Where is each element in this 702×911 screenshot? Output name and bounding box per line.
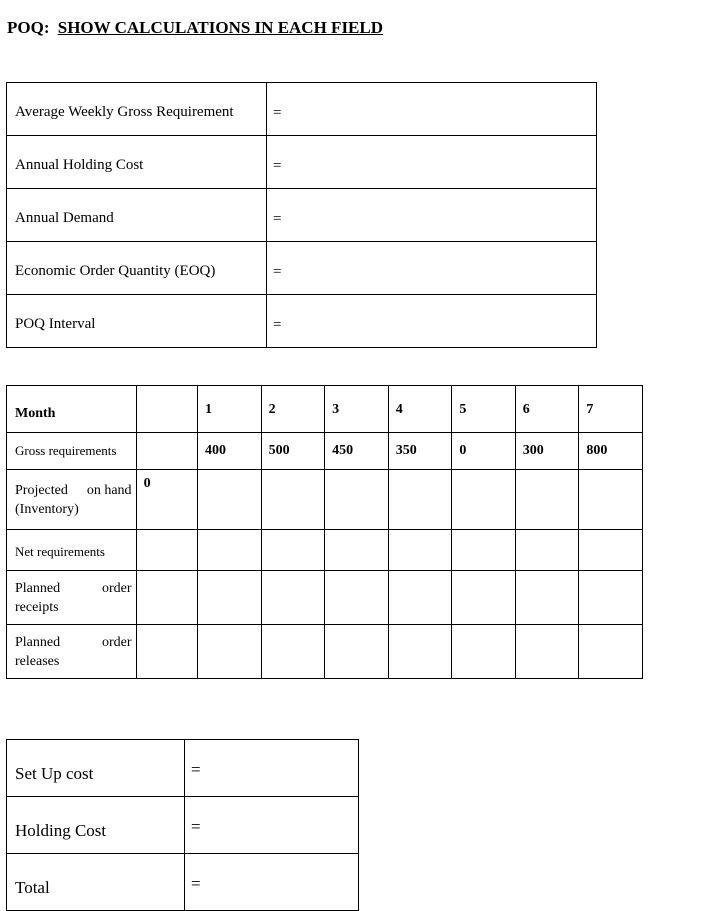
input-cell[interactable] <box>325 625 389 679</box>
label-word: order <box>102 580 132 596</box>
label-word: Projected <box>15 482 68 498</box>
input-cell[interactable] <box>515 571 579 625</box>
input-cell[interactable] <box>198 625 262 679</box>
calc-value-field[interactable]: = <box>267 295 597 348</box>
gross-requirement-value: 0 <box>452 433 515 470</box>
blank-cell <box>136 433 197 470</box>
label-line: releases <box>15 653 60 669</box>
net-requirements-label: Net requirements <box>7 530 137 571</box>
input-cell[interactable] <box>515 625 579 679</box>
calc-label: Average Weekly Gross Requirement <box>7 83 267 136</box>
input-cell[interactable] <box>515 530 579 571</box>
calc-label: Annual Demand <box>7 189 267 242</box>
gross-requirement-value: 800 <box>579 433 643 470</box>
input-cell[interactable] <box>325 470 389 530</box>
label-word: order <box>102 634 132 650</box>
input-cell[interactable] <box>198 530 262 571</box>
input-cell[interactable] <box>388 530 452 571</box>
calc-row-poq-interval <box>7 295 597 348</box>
input-cell[interactable] <box>325 571 389 625</box>
calc-row-annual-demand <box>7 189 597 242</box>
input-cell[interactable] <box>198 571 262 625</box>
input-cell[interactable] <box>388 470 452 530</box>
planned-order-releases-row <box>7 625 643 679</box>
month-label: 5 <box>452 386 515 433</box>
month-label: 3 <box>325 386 389 433</box>
calculation-table <box>6 82 597 348</box>
cost-value-field[interactable]: = <box>185 854 359 911</box>
calc-value-field[interactable]: = <box>267 83 597 136</box>
mrp-header-row <box>7 386 643 433</box>
gross-requirement-value: 450 <box>325 433 389 470</box>
calc-row-eoq <box>7 242 597 295</box>
calc-row-avg-weekly <box>7 83 597 136</box>
input-cell[interactable] <box>261 530 325 571</box>
month-label: 7 <box>579 386 643 433</box>
label-line: (Inventory) <box>15 501 79 517</box>
gross-requirements-label: Gross requirements <box>7 433 137 470</box>
planned-releases-label <box>7 625 137 679</box>
input-cell[interactable] <box>515 470 579 530</box>
calc-label: Economic Order Quantity (EOQ) <box>7 242 267 295</box>
gross-requirement-value: 500 <box>261 433 325 470</box>
initial-inventory-value: 0 <box>136 470 197 530</box>
calc-label: POQ Interval <box>7 295 267 348</box>
planned-receipts-label <box>7 571 137 625</box>
input-cell[interactable] <box>452 571 515 625</box>
projected-on-hand-label <box>7 470 137 530</box>
calc-value-field[interactable]: = <box>267 242 597 295</box>
input-cell[interactable] <box>261 470 325 530</box>
label-word: on hand <box>86 482 132 498</box>
input-cell[interactable] <box>579 530 643 571</box>
input-cell[interactable] <box>198 470 262 530</box>
input-cell[interactable] <box>261 571 325 625</box>
label-word: Planned <box>15 634 61 650</box>
cost-label: Holding Cost <box>7 797 185 854</box>
cost-label: Total <box>7 854 185 911</box>
input-cell[interactable] <box>136 571 197 625</box>
cost-row-setup <box>7 740 359 797</box>
blank-header-cell <box>136 386 197 433</box>
input-cell[interactable] <box>325 530 389 571</box>
planned-order-receipts-row <box>7 571 643 625</box>
input-cell[interactable] <box>579 470 643 530</box>
input-cell[interactable] <box>136 530 197 571</box>
cost-value-field[interactable]: = <box>185 740 359 797</box>
input-cell[interactable] <box>579 625 643 679</box>
cost-label: Set Up cost <box>7 740 185 797</box>
input-cell[interactable] <box>452 530 515 571</box>
mrp-table <box>6 385 643 679</box>
input-cell[interactable] <box>261 625 325 679</box>
month-header: Month <box>7 386 137 433</box>
cost-value-field[interactable]: = <box>185 797 359 854</box>
label-line: receipts <box>15 599 59 615</box>
calc-row-holding-cost <box>7 136 597 189</box>
input-cell[interactable] <box>136 625 197 679</box>
gross-requirements-row <box>7 433 643 470</box>
cost-row-total <box>7 854 359 911</box>
input-cell[interactable] <box>452 625 515 679</box>
input-cell[interactable] <box>388 625 452 679</box>
month-label: 6 <box>515 386 579 433</box>
title-prefix: POQ: <box>7 18 50 37</box>
net-requirements-row <box>7 530 643 571</box>
calc-label: Annual Holding Cost <box>7 136 267 189</box>
gross-requirement-value: 350 <box>388 433 452 470</box>
calc-value-field[interactable]: = <box>267 136 597 189</box>
label-word: Planned <box>15 580 61 596</box>
month-label: 1 <box>198 386 262 433</box>
input-cell[interactable] <box>579 571 643 625</box>
projected-on-hand-row <box>7 470 643 530</box>
calc-value-field[interactable]: = <box>267 189 597 242</box>
month-label: 4 <box>388 386 452 433</box>
title-instruction: SHOW CALCULATIONS IN EACH FIELD <box>57 18 384 37</box>
page-title <box>7 18 383 38</box>
cost-row-holding <box>7 797 359 854</box>
cost-table <box>6 739 359 911</box>
input-cell[interactable] <box>452 470 515 530</box>
input-cell[interactable] <box>388 571 452 625</box>
month-label: 2 <box>261 386 325 433</box>
gross-requirement-value: 300 <box>515 433 579 470</box>
gross-requirement-value: 400 <box>198 433 262 470</box>
